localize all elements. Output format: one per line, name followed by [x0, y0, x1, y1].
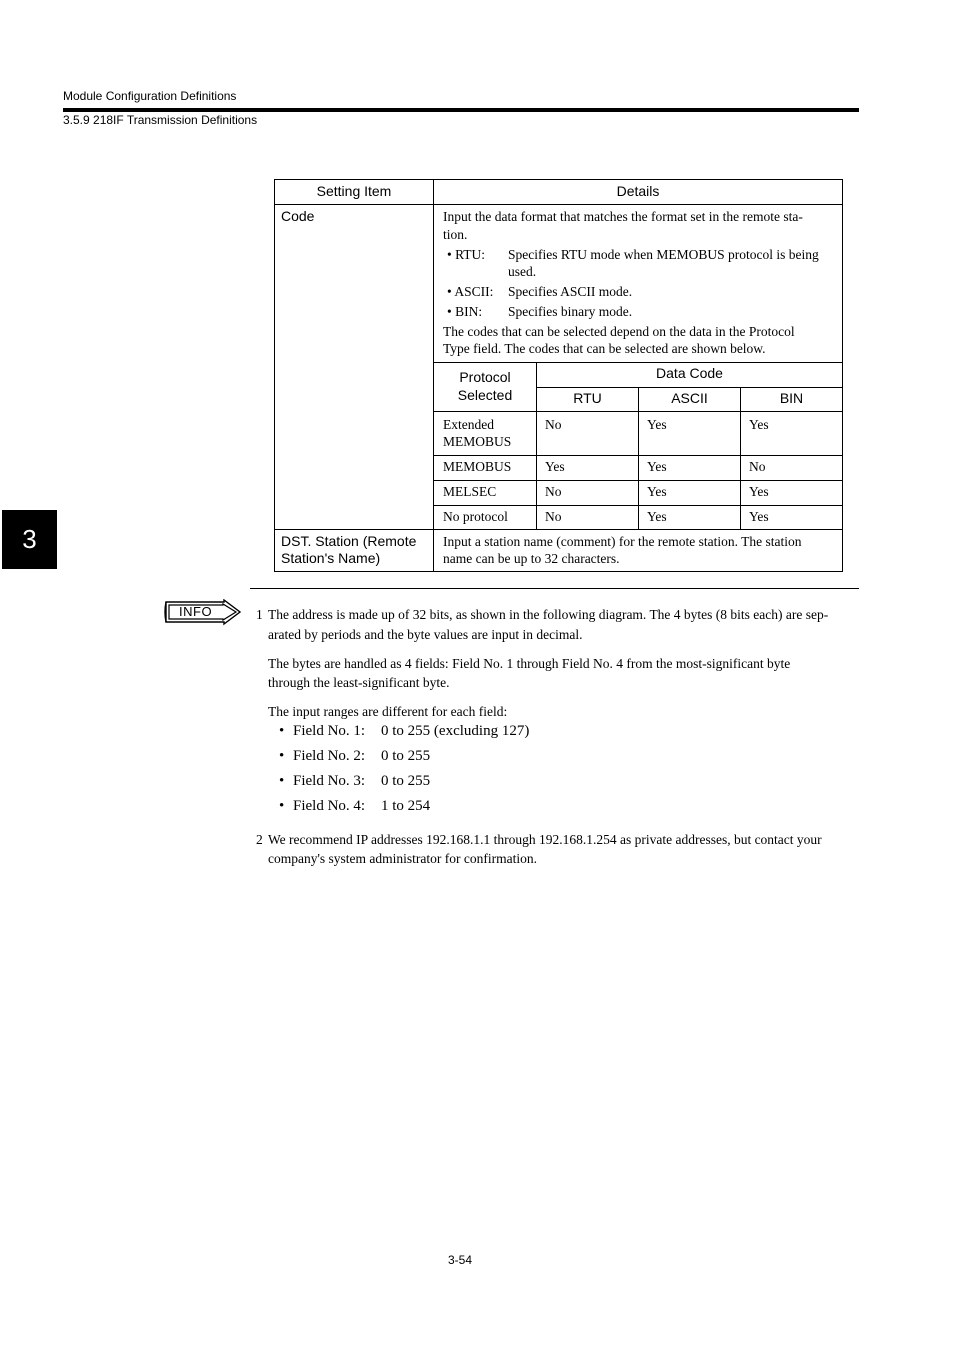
field1-label: Field No. 1: — [293, 723, 366, 739]
row-extended-memobus-bin: Yes — [749, 417, 769, 432]
dst-item-label-line1: DST. Station (Remote — [281, 533, 417, 549]
info-icon — [163, 599, 243, 627]
dst-detail-line2: name can be up to 32 characters. — [443, 551, 620, 566]
field-bullet: • — [279, 773, 285, 789]
subtable-row-line-2 — [433, 480, 842, 481]
field-bullet: • — [279, 723, 285, 739]
code-outro-line1: The codes that can be selected depend on the data in the Protocol — [443, 324, 795, 339]
field3-label: Field No. 3: — [293, 773, 366, 789]
info-rule — [250, 588, 859, 589]
bullet-ascii-key: • ASCII: — [447, 284, 494, 299]
header-rule — [63, 108, 859, 112]
note2-line1: We recommend IP addresses 192.168.1.1 through 192.168.1.254 as private addresses, but contact your — [268, 832, 822, 847]
field-bullet: • — [279, 748, 285, 764]
code-item-label: Code — [281, 208, 315, 224]
field2-label: Field No. 2: — [293, 748, 366, 764]
field-bullet: • — [279, 798, 285, 814]
row-memobus-bin: No — [749, 459, 766, 474]
subtable-data-code-header: Data Code — [656, 365, 723, 381]
code-intro-line2: tion. — [443, 227, 468, 242]
row-melsec-rtu: No — [545, 484, 562, 499]
note1-para2-line2: through the least-significant byte. — [268, 675, 450, 690]
field4-range: 1 to 254 — [381, 798, 431, 814]
row-no-protocol-ascii: Yes — [647, 509, 667, 524]
row-extended-memobus-ascii: Yes — [647, 417, 667, 432]
note1-line1: The address is made up of 32 bits, as shown in the following diagram. The 4 bytes (8 bits each) are sep- — [268, 607, 829, 622]
field2-range: 0 to 255 — [381, 748, 431, 764]
row-memobus-ascii: Yes — [647, 459, 667, 474]
bullet-ascii-text: Specifies ASCII mode. — [508, 284, 633, 299]
subtable-col-ascii: ASCII — [671, 390, 708, 406]
note1-para2-line1: The bytes are handled as 4 fields: Field No. 1 through Field No. 4 from the most-significant byte — [268, 656, 791, 671]
bullet-rtu-text-line2: used. — [508, 264, 537, 279]
code-outro-line2: Type field. The codes that can be selected are shown below. — [443, 341, 766, 356]
row-melsec-protocol: MELSEC — [443, 484, 497, 499]
header-row-divider — [275, 204, 842, 205]
row-no-protocol-protocol: No protocol — [443, 509, 508, 524]
subtable-row-line-3 — [433, 505, 842, 506]
row-extended-memobus-protocol-line2: MEMOBUS — [443, 434, 512, 449]
dst-row-line — [275, 529, 842, 530]
note1-number: 1 — [256, 607, 263, 622]
header-setting-item: Setting Item — [316, 183, 392, 199]
bullet-bin-text: Specifies binary mode. — [508, 304, 633, 319]
dst-detail-line1: Input a station name (comment) for the remote station. The station — [443, 534, 802, 549]
field1-range: 0 to 255 (excluding 127) — [381, 723, 530, 739]
subtable-col-divider-2 — [740, 387, 741, 529]
info-icon-label: INFO — [179, 604, 213, 619]
row-memobus-protocol: MEMOBUS — [443, 459, 512, 474]
subtable-col-bin: BIN — [779, 390, 804, 406]
bullet-rtu-key: • RTU: — [447, 247, 486, 262]
note1-para3: The input ranges are different for each field: — [268, 704, 508, 719]
header-details: Details — [616, 183, 660, 199]
row-memobus-rtu: Yes — [545, 459, 565, 474]
subtable-col-rtu: RTU — [573, 390, 602, 406]
subtable-datacode-divider — [536, 387, 842, 388]
subtable-protocol-header-line1: Protocol — [459, 369, 511, 385]
subtable-col-divider-1 — [638, 387, 639, 529]
field4-label: Field No. 4: — [293, 798, 366, 814]
row-melsec-bin: Yes — [749, 484, 769, 499]
row-extended-memobus-protocol-line1: Extended — [443, 417, 494, 432]
bullet-rtu-text-line1: Specifies RTU mode when MEMOBUS protocol is being — [508, 247, 819, 262]
subtable-protocol-header-line2: Selected — [457, 387, 513, 403]
running-header-subsection: 3.5.9 218IF Transmission Definitions — [63, 113, 258, 127]
bullet-bin-key: • BIN: — [447, 304, 483, 319]
note1-line2: arated by periods and the byte values are input in decimal. — [268, 627, 583, 642]
subtable-row-line-1 — [433, 455, 842, 456]
note2-line2: company's system administrator for confirmation. — [268, 851, 537, 866]
note2-number: 2 — [256, 832, 263, 847]
row-extended-memobus-rtu: No — [545, 417, 562, 432]
running-header-section: Module Configuration Definitions — [63, 89, 237, 103]
field3-range: 0 to 255 — [381, 773, 431, 789]
dst-item-label-line2: Station's Name) — [281, 550, 381, 566]
row-melsec-ascii: Yes — [647, 484, 667, 499]
page-number: 3-54 — [448, 1253, 473, 1267]
settings-table — [274, 179, 843, 572]
chapter-tab: 3 — [2, 510, 57, 569]
row-no-protocol-bin: Yes — [749, 509, 769, 524]
subtable-top-line — [433, 362, 842, 363]
code-intro-line1: Input the data format that matches the format set in the remote sta- — [443, 209, 803, 224]
row-no-protocol-rtu: No — [545, 509, 562, 524]
